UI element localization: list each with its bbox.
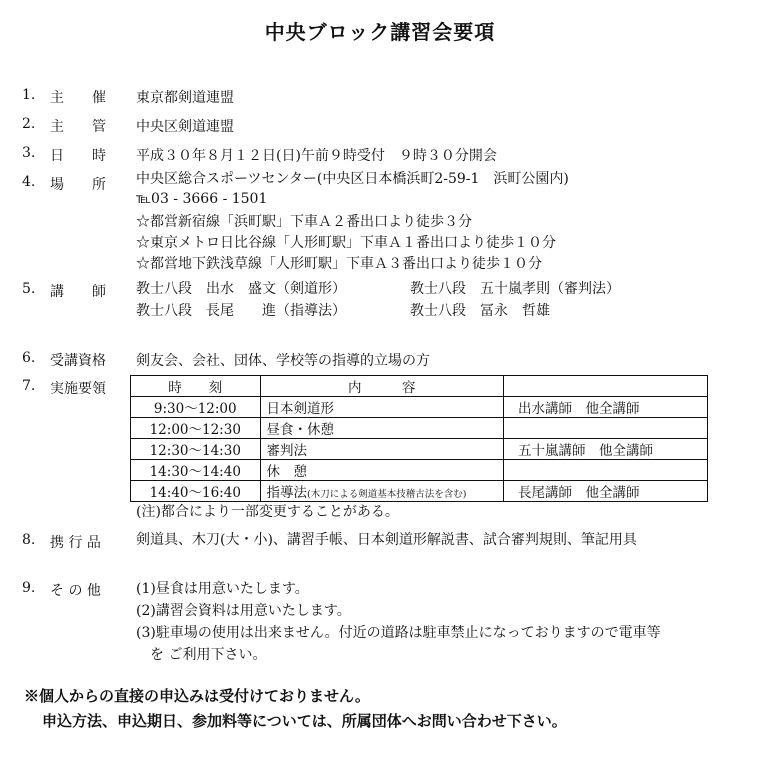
item-label-venue: 場 所: [50, 177, 106, 193]
schedule-table: [130, 375, 708, 502]
row-instructor: [504, 460, 708, 481]
venue-address: 中央区総合スポーツセンター(中央区日本橋浜町2-59-1 浜町公園内): [136, 171, 569, 187]
table-header-row: [131, 376, 708, 397]
row-time: 14:40～16:40: [131, 481, 261, 502]
item-value-manager: 中央区剣道連盟: [136, 119, 234, 135]
header-content: 内 容: [260, 376, 504, 397]
item-value-organizer: 東京都剣道連盟: [136, 90, 234, 106]
table-row: [131, 397, 708, 418]
row-content: 昼食・休憩: [260, 418, 504, 439]
item-label-manager: 主 管: [50, 119, 106, 135]
item-value-eligibility: 剣友会、会社、団体、学校等の指導的立場の方: [136, 353, 430, 369]
item-number: 8.: [22, 532, 36, 548]
item-label-program: 実施要領: [50, 381, 106, 397]
schedule-note: (注)都合により一部変更することがある。: [136, 504, 399, 520]
row-time: 12:30～14:30: [131, 439, 261, 460]
item-number: 5.: [22, 281, 36, 297]
item-label-datetime: 日 時: [50, 148, 106, 164]
item-number: 7.: [22, 378, 36, 394]
row-content: 審判法: [260, 439, 504, 460]
item-number: 6.: [22, 350, 36, 366]
item-label-eligibility: 受講資格: [50, 353, 106, 369]
header-time: 時 刻: [131, 376, 261, 397]
row-instructor: 出水講師 他全講師: [504, 397, 708, 418]
other-note-2: (2)講習会資料は用意いたします。: [136, 603, 351, 619]
row-instructor: 長尾講師 他全講師: [504, 481, 708, 502]
row-content-main: 指導法: [266, 485, 307, 501]
item-number: 1.: [22, 87, 36, 103]
row-instructor: [504, 418, 708, 439]
table-row: [131, 418, 708, 439]
item-value-datetime: 平成３０年８月１２日(日)午前９時受付 ９時３０分開会: [136, 148, 497, 164]
row-time: 12:00～12:30: [131, 418, 261, 439]
row-time: 14:30～14:40: [131, 460, 261, 481]
other-note-3: (3)駐車場の使用は出来ません。付近の道路は駐車禁止になっておりますので電車等: [136, 625, 661, 641]
instructor-3: 教士八段 長尾 進（指導法）: [136, 303, 346, 319]
item-number: 3.: [22, 145, 36, 161]
item-value-belongings: 剣道具、木刀(大・小)、講習手帳、日本剣道形解説書、試合審判規則、筆記用具: [136, 532, 637, 548]
venue-phone: ℡03 - 3666 - 1501: [136, 191, 268, 207]
table-row: [131, 460, 708, 481]
item-label-organizer: 主 催: [50, 90, 106, 106]
venue-access-3: ☆都営地下鉄浅草線「人形町駅」下車Ａ３番出口より徒歩１０分: [136, 256, 542, 272]
row-content: 休 憩: [260, 460, 504, 481]
other-note-1: (1)昼食は用意いたします。: [136, 581, 309, 597]
header-instructor: [504, 376, 708, 397]
item-label-instructors: 講 師: [50, 284, 106, 300]
instructor-4: 教士八段 冨永 哲雄: [410, 303, 550, 319]
instructor-1: 教士八段 出水 盛文（剣道形）: [136, 281, 346, 297]
item-number: 9.: [22, 580, 36, 596]
notice-line-2: 申込方法、申込期日、参加料等については、所属団体へお問い合わせ下さい。: [42, 712, 567, 730]
venue-access-2: ☆東京メトロ日比谷線「人形町駅」下車Ａ１番出口より徒歩１０分: [136, 235, 556, 251]
venue-access-1: ☆都営新宿線「浜町駅」下車Ａ２番出口より徒歩３分: [136, 214, 472, 230]
document-title: 中央ブロック講習会要項: [264, 20, 496, 44]
item-label-belongings: 携 行 品: [50, 535, 101, 551]
table-row: [131, 439, 708, 460]
row-content: [260, 481, 504, 502]
instructor-2: 教士八段 五十嵐孝則（審判法）: [410, 281, 620, 297]
other-note-3-cont: を ご利用下さい。: [136, 647, 267, 663]
row-instructor: 五十嵐講師 他全講師: [504, 439, 708, 460]
row-content-note: (木刀による剣道基本技稽古法を含む): [307, 489, 467, 500]
table-row: [131, 481, 708, 502]
notice-line-1: ※個人からの直接の申込みは受付けておりません。: [24, 687, 370, 705]
row-time: 9:30～12:00: [131, 397, 261, 418]
item-label-other: そ の 他: [50, 583, 101, 599]
item-number: 2.: [22, 116, 36, 132]
item-number: 4.: [22, 174, 36, 190]
row-content: 日本剣道形: [260, 397, 504, 418]
